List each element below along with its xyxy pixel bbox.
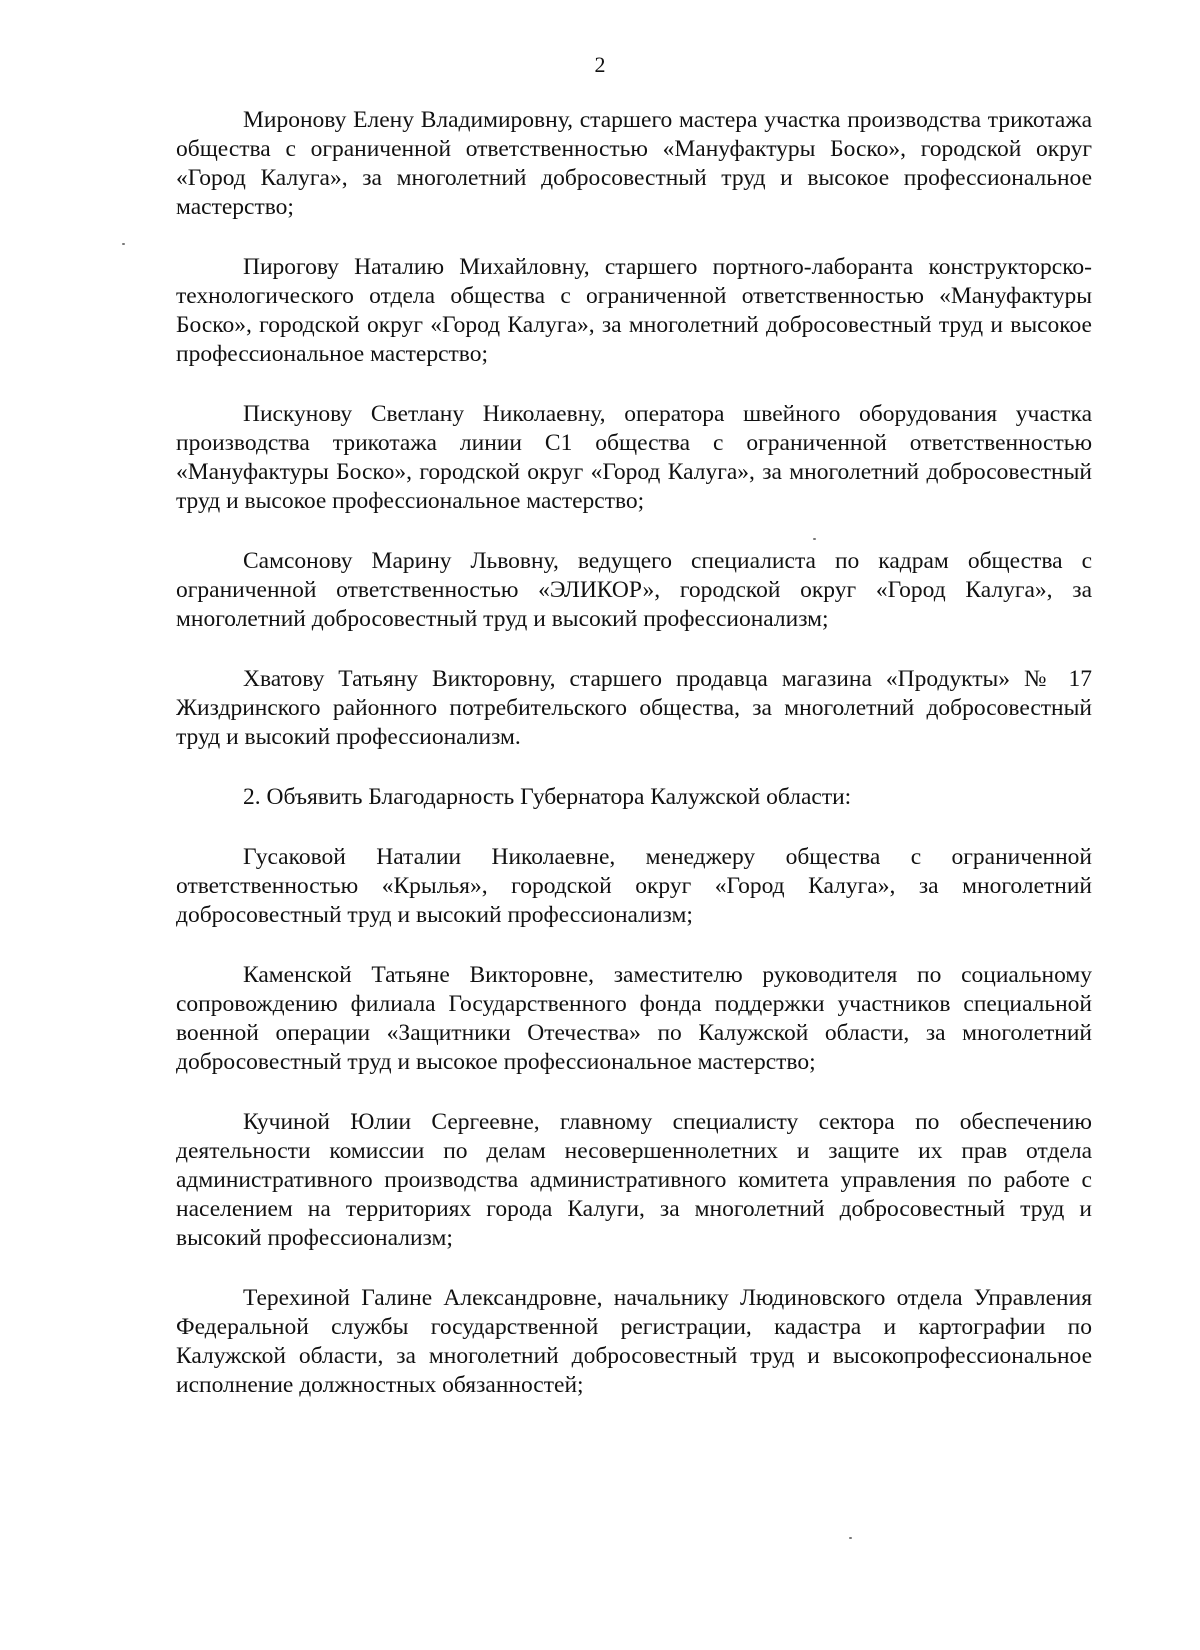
scan-speck [849, 1537, 852, 1539]
scan-speck [813, 538, 816, 540]
gratitude-paragraph-gusakova: Гусаковой Наталии Николаевне, менеджеру общества с ограниченной ответственностью «Крылья», городской округ «Город Калуга», за многолетний добросовестный труд и высокий профессионализм; [176, 844, 1092, 928]
document-body [176, 106, 1092, 1431]
award-paragraph-khvatova: Хватову Татьяну Викторовну, старшего продавца магазина «Продукты» № 17 Жиздринского районного потребительского общества, за многолетний добросовестный труд и высокий профессионализм. [176, 666, 1092, 750]
section-heading-gratitude: 2. Объявить Благодарность Губернатора Калужской области: [243, 784, 852, 810]
award-paragraph-piskunova: Пискунову Светлану Николаевну, оператора швейного оборудования участка производства трикотажа линии С1 общества с ограниченной ответственностью «Мануфактуры Боско», городской округ «Город Калуга», за многолетний добросовестный труд и высокое профессиональное мастерство; [176, 401, 1092, 514]
award-paragraph-pirogova: Пирогову Наталию Михайловну, старшего портного-лаборанта конструкторско-технологического отдела общества с ограниченной ответственностью «Мануфактуры Боско», городской округ «Город Калуга», за многолетний добросовестный труд и высокое профессиональное мастерство; [176, 254, 1092, 367]
page-number: 2 [594, 52, 606, 77]
award-paragraph-samsonova: Самсонову Марину Львовну, ведущего специалиста по кадрам общества с ограниченной ответственностью «ЭЛИКОР», городской округ «Город Калуга», за многолетний добросовестный труд и высокий профессионализм; [176, 548, 1092, 632]
award-paragraph-mironova: Миронову Елену Владимировну, старшего мастера участка производства трикотажа общества с ограниченной ответственностью «Мануфактуры Боско», городской округ «Город Калуга», за многолетний добросовестный труд и высокое профессиональное мастерство; [176, 107, 1092, 220]
scan-speck [122, 243, 125, 245]
gratitude-paragraph-kamenskaya: Каменской Татьяне Викторовне, заместителю руководителя по социальному сопровождению филиала Государственного фонда поддержки участников специальной военной операции «Защитники Отечества» по Калужской области, за многолетний добросовестный труд и высокое профессиональное мастерство; [176, 962, 1092, 1075]
gratitude-paragraph-kuchina: Кучиной Юлии Сергеевне, главному специалисту сектора по обеспечению деятельности комиссии по делам несовершеннолетних и защите их прав отдела административного производства административного комитета управления по работе с населением на территориях города Калуги, за многолетний добросовестный труд и высокий профессионализм; [176, 1109, 1092, 1251]
gratitude-paragraph-terekhina: Терехиной Галине Александровне, начальнику Людиновского отдела Управления Федеральной службы государственной регистрации, кадастра и картографии по Калужской области, за многолетний добросовестный труд и высокопрофессиональное исполнение должностных обязанностей; [176, 1285, 1092, 1398]
